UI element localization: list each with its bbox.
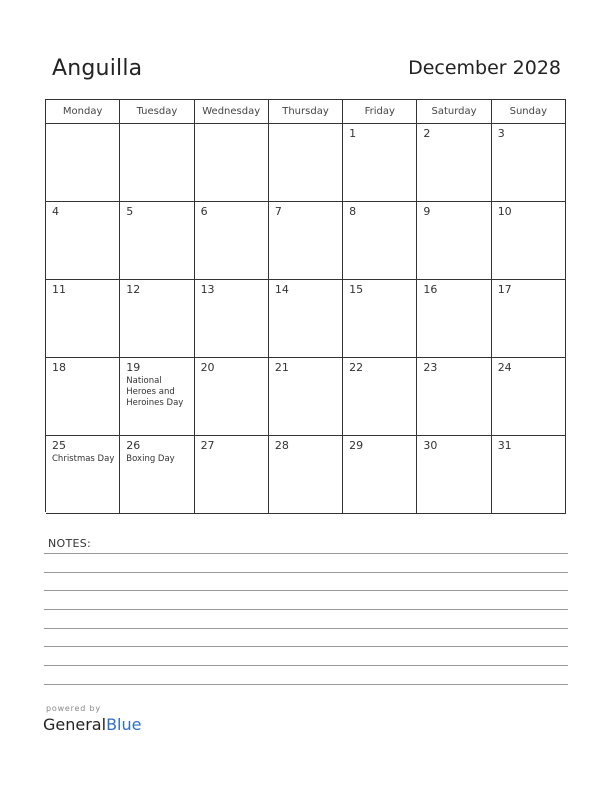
day-cell xyxy=(120,124,194,202)
day-cell xyxy=(46,124,120,202)
day-number: 17 xyxy=(497,283,512,296)
day-cell xyxy=(120,436,194,514)
brand-logo xyxy=(43,715,141,734)
day-number: 29 xyxy=(349,439,364,452)
note-line xyxy=(44,590,568,591)
day-cell xyxy=(46,436,120,514)
note-line xyxy=(44,628,568,629)
day-number: 31 xyxy=(497,439,512,452)
day-number: 28 xyxy=(274,439,289,452)
day-number: 20 xyxy=(200,361,215,374)
weekday-header: Thursday xyxy=(269,100,343,124)
day-cell xyxy=(417,436,491,514)
day-number: 30 xyxy=(423,439,438,452)
country-title: Anguilla xyxy=(52,56,143,81)
weekday-header: Wednesday xyxy=(195,100,269,124)
day-number: 3 xyxy=(497,127,505,140)
week-row xyxy=(46,124,566,202)
day-cell xyxy=(195,124,269,202)
weekday-header: Monday xyxy=(46,100,120,124)
day-cell xyxy=(343,358,417,436)
day-number: 6 xyxy=(200,205,208,218)
day-number: 10 xyxy=(497,205,512,218)
day-cell xyxy=(120,202,194,280)
month-year-title: December 2028 xyxy=(408,57,561,79)
weekday-header: Tuesday xyxy=(120,100,194,124)
notes-label: NOTES: xyxy=(48,537,92,550)
day-number: 5 xyxy=(126,205,134,218)
day-number: 8 xyxy=(349,205,357,218)
holiday-label: Christmas Day xyxy=(52,454,115,464)
note-line xyxy=(44,665,568,666)
day-cell xyxy=(195,358,269,436)
note-line xyxy=(44,553,568,554)
weekday-header: Sunday xyxy=(492,100,566,124)
day-cell xyxy=(417,124,491,202)
day-number: 14 xyxy=(274,283,289,296)
day-cell xyxy=(269,124,343,202)
day-cell xyxy=(492,280,566,358)
day-number: 27 xyxy=(200,439,215,452)
note-line xyxy=(44,646,568,647)
note-line xyxy=(44,684,568,685)
day-cell xyxy=(492,124,566,202)
day-number: 25 xyxy=(52,439,66,452)
day-number: 2 xyxy=(423,127,431,140)
day-cell xyxy=(195,280,269,358)
day-cell xyxy=(269,202,343,280)
note-line xyxy=(44,609,568,610)
day-number: 23 xyxy=(423,361,438,374)
day-number: 4 xyxy=(52,205,59,218)
day-number: 19 xyxy=(126,361,141,374)
day-cell xyxy=(269,280,343,358)
day-number: 22 xyxy=(349,361,364,374)
day-cell xyxy=(269,436,343,514)
note-line xyxy=(44,572,568,573)
day-cell xyxy=(195,202,269,280)
brand-blue: Blue xyxy=(106,715,142,734)
day-number: 11 xyxy=(52,283,66,296)
day-number: 24 xyxy=(497,361,512,374)
day-cell xyxy=(343,436,417,514)
day-cell xyxy=(120,358,194,436)
day-number: 21 xyxy=(274,361,289,374)
day-cell xyxy=(417,280,491,358)
day-number: 1 xyxy=(349,127,357,140)
day-number: 15 xyxy=(349,283,364,296)
day-cell xyxy=(195,436,269,514)
holiday-label: Boxing Day xyxy=(126,454,175,464)
day-number: 7 xyxy=(274,205,282,218)
week-row xyxy=(46,358,566,436)
weekday-header: Friday xyxy=(343,100,417,124)
day-number: 12 xyxy=(126,283,141,296)
powered-by-text: powered by xyxy=(46,704,101,713)
day-cell xyxy=(46,280,120,358)
day-cell xyxy=(417,202,491,280)
weekday-header-row xyxy=(46,100,566,124)
day-cell xyxy=(492,436,566,514)
holiday-label: National Heroes and Heroines Day xyxy=(126,376,184,408)
day-number: 18 xyxy=(52,361,66,374)
day-cell xyxy=(343,124,417,202)
day-cell xyxy=(343,202,417,280)
week-row xyxy=(46,202,566,280)
weekday-header: Saturday xyxy=(417,100,491,124)
day-cell xyxy=(417,358,491,436)
day-cell xyxy=(46,202,120,280)
day-cell xyxy=(492,358,566,436)
day-number: 16 xyxy=(423,283,438,296)
day-number: 13 xyxy=(200,283,215,296)
week-row xyxy=(46,436,566,514)
day-cell xyxy=(492,202,566,280)
day-number: 9 xyxy=(423,205,431,218)
calendar-grid xyxy=(45,99,566,512)
day-cell xyxy=(269,358,343,436)
day-cell xyxy=(120,280,194,358)
week-row xyxy=(46,280,566,358)
day-cell xyxy=(46,358,120,436)
day-number: 26 xyxy=(126,439,141,452)
brand-general: General xyxy=(43,715,107,734)
day-cell xyxy=(343,280,417,358)
